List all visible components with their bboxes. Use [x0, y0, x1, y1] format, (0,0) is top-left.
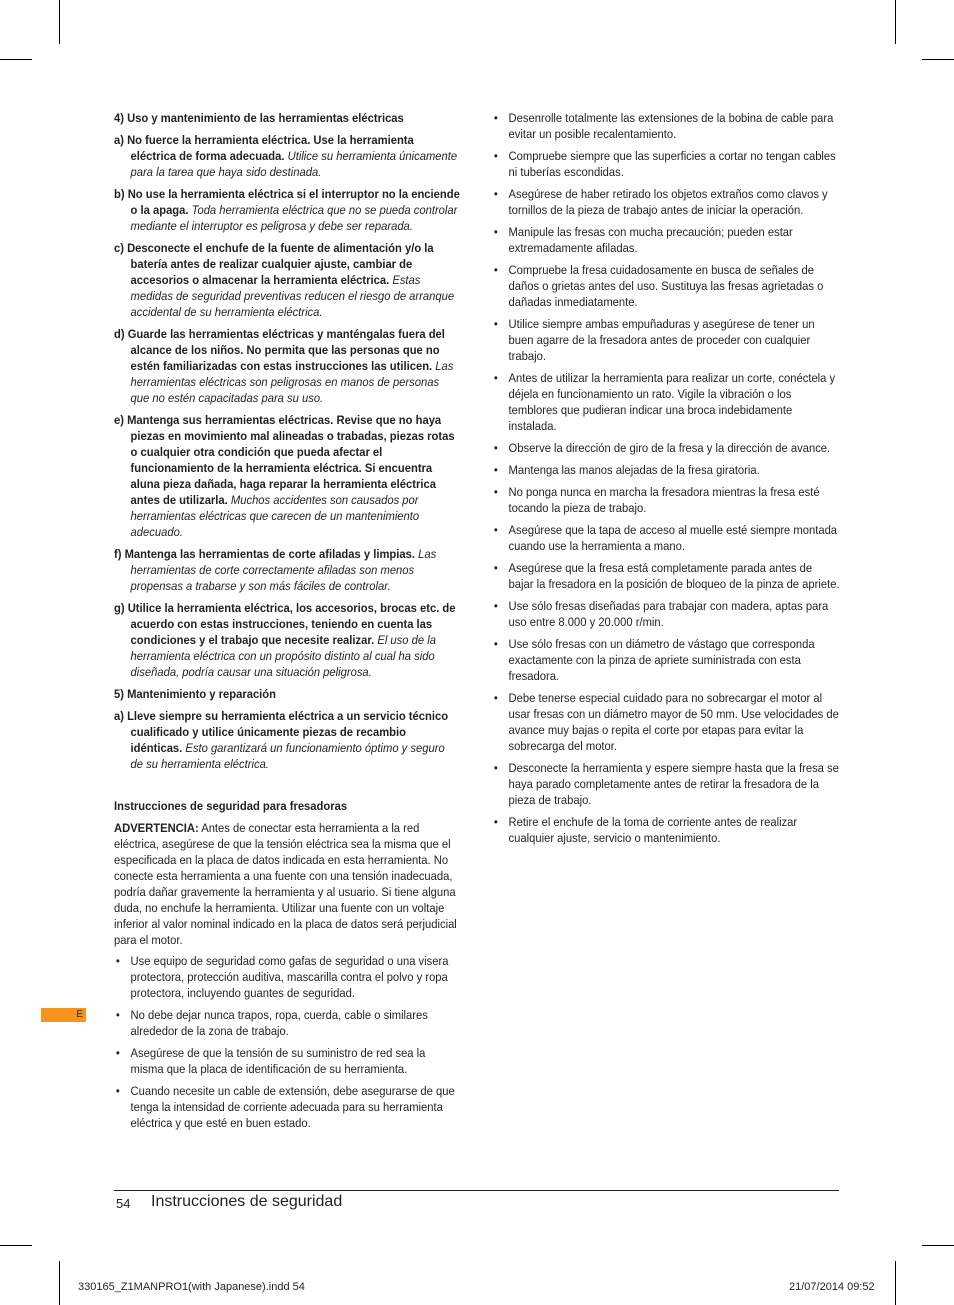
section-5-item-a — [114, 708, 460, 772]
bullet-icon: • — [115, 954, 120, 968]
item-a-bold: a) No fuerce la herramienta eléctrica. Use la herramienta eléctrica de forma adecuada. — [114, 133, 414, 163]
print-slug-file: 330165_Z1MANPRO1(with Japanese).indd 54 — [78, 1281, 305, 1293]
crop-mark-bottom-left-h — [0, 1245, 32, 1246]
warning-paragraph — [114, 820, 460, 948]
list-item-text: Asegúrese de haber retirado los objetos extraños como clavos y tornillos de la pieza de trabajo antes de iniciar la operación. — [508, 187, 828, 217]
list-item — [492, 224, 840, 256]
bullet-icon: • — [493, 463, 498, 477]
list-item — [492, 760, 840, 808]
section-4-item-g — [114, 600, 460, 680]
list-item — [492, 814, 840, 846]
list-item-text: No debe dejar nunca trapos, ropa, cuerda, cable o similares alrededor de la zona de trabajo. — [130, 1008, 428, 1038]
bullet-icon: • — [493, 317, 498, 331]
list-item-text: Utilice siempre ambas empuñaduras y asegúrese de tener un buen agarre de la fresadora antes de proceder con cualquier trabajo. — [508, 317, 815, 363]
list-item-text: Manipule las fresas con mucha precaución; pueden estar extremadamente afiladas. — [508, 225, 793, 255]
crop-mark-bottom-right-h — [922, 1245, 954, 1246]
bullet-icon: • — [493, 149, 498, 163]
footer-divider — [114, 1190, 839, 1191]
list-item-text: Desenrolle totalmente las extensiones de la bobina de cable para evitar un posible recalentamiento. — [508, 111, 834, 141]
right-bullet-list — [492, 110, 840, 846]
bullet-icon: • — [493, 761, 498, 775]
list-item-text: Debe tenerse especial cuidado para no sobrecargar el motor al usar fresas con un diámetro mayor de 50 mm. Use velocidades de avance muy bajas o repita el corte por etapas para evitar la sobrecarga del motor. — [508, 691, 839, 753]
section-4-item-d — [114, 326, 460, 406]
list-item-text: No ponga nunca en marcha la fresadora mientras la fresa esté tocando la pieza de trabajo. — [508, 485, 820, 515]
item-e-bold: e) Mantenga sus herramientas eléctricas. Revise que no haya piezas en movimiento mal alineadas o trabadas, piezas rotas o cualquier otra condición que pueda afectar el funcionamiento de la herramienta eléctrica. Si encuentra aluna pieza dañada, haga reparar la herramienta eléctrica antes de utilizarla. — [114, 413, 455, 507]
list-item — [492, 110, 840, 142]
crop-mark-top-right — [895, 0, 896, 44]
section-5-heading: 5) Mantenimiento y reparación — [114, 687, 277, 701]
crop-mark-top-left-h — [0, 59, 32, 60]
item-g-italic: El uso de la herramienta eléctrica con un propósito distinto al cual ha sido diseñada, podría causar una situación peligrosa. — [130, 633, 436, 679]
list-item — [492, 262, 840, 310]
list-item — [492, 316, 840, 364]
list-item-text: Asegúrese que la tapa de acceso al muelle esté siempre montada cuando use la herramienta a mano. — [508, 523, 838, 553]
list-item-text: Use sólo fresas con un diámetro de vástago que corresponda exactamente con la pinza de apriete suministrada con esta fresadora. — [508, 637, 815, 683]
bullet-icon: • — [115, 1084, 120, 1098]
section-4-item-b — [114, 186, 460, 234]
section-4-heading: 4) Uso y mantenimiento de las herramientas eléctricas — [114, 111, 404, 125]
section-4-item-f — [114, 546, 460, 594]
bullet-icon: • — [493, 371, 498, 385]
list-item-text: Use equipo de seguridad como gafas de seguridad o una visera protectora, protección auditiva, mascarilla contra el polvo y ropa protectora, incluyendo guantes de seguridad. — [130, 954, 449, 1000]
list-item-text: Observe la dirección de giro de la fresa y la dirección de avance. — [508, 441, 831, 455]
list-item-text: Desconecte la herramienta y espere siempre hasta que la fresa se haya parado completamente antes de retirar la fresadora de la pieza de trabajo. — [508, 761, 839, 807]
language-tab: E — [41, 1008, 86, 1022]
item-a-italic: Utilice su herramienta únicamente para la tarea que haya sido destinada. — [130, 149, 458, 179]
list-item-text: Use sólo fresas diseñadas para trabajar con madera, aptas para uso entre 8.000 y 20.000 r/min. — [508, 599, 829, 629]
bullet-icon: • — [493, 225, 498, 239]
item-c-italic: Estas medidas de seguridad preventivas reducen el riesgo de arranque accidental de su herramienta eléctrica. — [130, 273, 455, 319]
list-item-text: Retire el enchufe de la toma de corriente antes de realizar cualquier ajuste, servicio o mantenimiento. — [508, 815, 798, 845]
router-safety-heading: Instrucciones de seguridad para fresadoras — [114, 799, 348, 813]
list-item-text: Compruebe la fresa cuidadosamente en busca de señales de daños o grietas antes del uso. Sustituya las fresas agrietadas o dañadas inmediatamente. — [508, 263, 824, 309]
list-item — [114, 953, 460, 1001]
list-item — [114, 1007, 460, 1039]
section-4-item-a — [114, 132, 460, 180]
bullet-icon: • — [493, 523, 498, 537]
item-b-italic: Toda herramienta eléctrica que no se pueda controlar mediante el interruptor es peligrosa y debe ser reparada. — [130, 203, 458, 233]
right-column — [492, 110, 840, 852]
bullet-icon: • — [493, 599, 498, 613]
bullet-icon: • — [493, 815, 498, 829]
bullet-icon: • — [493, 637, 498, 651]
list-item-text: Mantenga las manos alejadas de la fresa giratoria. — [508, 463, 760, 477]
bullet-icon: • — [493, 485, 498, 499]
section-4-item-c — [114, 240, 460, 320]
list-item — [492, 148, 840, 180]
item-d-italic: Las herramientas eléctricas son peligrosas en manos de personas que no estén capacitadas para su uso. — [130, 359, 454, 405]
list-item-text: Asegúrese de que la tensión de su suministro de red sea la misma que la placa de identificación de su herramienta. — [130, 1046, 426, 1076]
list-item — [114, 1083, 460, 1131]
footer-title: Instrucciones de seguridad — [151, 1193, 343, 1210]
section-4-item-e — [114, 412, 460, 540]
list-item — [492, 440, 840, 456]
item-5a-italic: Esto garantizará un funcionamiento óptimo y seguro de su herramienta eléctrica. — [130, 741, 445, 771]
item-f-bold: f) Mantenga las herramientas de corte afiladas y limpias. — [114, 547, 415, 561]
list-item-text: Asegúrese que la fresa está completamente parada antes de bajar la fresadora en la posición de bloqueo de la pinza de apriete. — [508, 561, 840, 591]
bullet-icon: • — [493, 187, 498, 201]
list-item-text: Compruebe siempre que las superficies a cortar no tengan cables ni tuberías escondidas. — [508, 149, 836, 179]
item-c-bold: c) Desconecte el enchufe de la fuente de alimentación y/o la batería antes de realizar cualquier ajuste, cambiar de accesorios o almacenar la herramienta eléctrica. — [114, 241, 434, 287]
list-item — [492, 636, 840, 684]
bullet-icon: • — [493, 111, 498, 125]
bullet-icon: • — [493, 691, 498, 705]
left-bullet-list — [114, 953, 460, 1131]
list-item — [492, 370, 840, 434]
item-5a-bold: a) Lleve siempre su herramienta eléctrica a un servicio técnico cualificado y utilice únicamente piezas de recambio idénticas. — [114, 709, 449, 755]
list-item — [492, 690, 840, 754]
list-item — [492, 598, 840, 630]
bullet-icon: • — [493, 441, 498, 455]
crop-mark-top-left — [59, 0, 60, 44]
bullet-icon: • — [493, 263, 498, 277]
item-g-bold: g) Utilice la herramienta eléctrica, los accesorios, brocas etc. de acuerdo con estas instrucciones, teniendo en cuenta las condiciones y el trabajo que necesite realizar. — [114, 601, 456, 647]
crop-mark-bottom-left — [59, 1261, 60, 1305]
list-item — [492, 522, 840, 554]
crop-mark-bottom-right — [895, 1261, 896, 1305]
warning-label: ADVERTENCIA: — [114, 821, 199, 835]
item-b-bold: b) No use la herramienta eléctrica si el interruptor no la enciende o la apaga. — [114, 187, 460, 217]
item-f-italic: Las herramientas de corte correctamente afiladas son menos propensas a trabarse y son más fáciles de controlar. — [130, 547, 437, 593]
left-column — [114, 110, 460, 1137]
bullet-icon: • — [493, 561, 498, 575]
list-item — [492, 560, 840, 592]
bullet-icon: • — [115, 1008, 120, 1022]
print-slug-date: 21/07/2014 09:52 — [789, 1281, 875, 1293]
list-item — [492, 484, 840, 516]
list-item — [492, 462, 840, 478]
list-item — [114, 1045, 460, 1077]
item-e-italic: Muchos accidentes son causados por herramientas eléctricas que carecen de un mantenimiento adecuado. — [130, 493, 420, 539]
crop-mark-top-right-h — [922, 59, 954, 60]
item-d-bold: d) Guarde las herramientas eléctricas y manténgalas fuera del alcance de los niños. No permita que las personas que no estén familiarizadas con estas instrucciones las utilicen. — [114, 327, 445, 373]
warning-text: Antes de conectar esta herramienta a la red eléctrica, asegúrese de que la tensión eléctrica sea la misma que el especificada en la placa de datos indicada en esta herramienta. No conecte esta herramienta a una fuente con una tensión inadecuada, podría dañar gravemente la herramienta y al usuario. Si tiene alguna duda, no enchufe la herramienta. Utilizar una fuente con un voltaje inferior al valor nominal indicado en la placa de datos será perjudicial para el motor. — [114, 821, 457, 947]
page-number: 54 — [116, 1196, 131, 1211]
list-item-text: Cuando necesite un cable de extensión, debe asegurarse de que tenga la intensidad de corriente adecuada para su herramienta eléctrica y que esté en buen estado. — [130, 1084, 455, 1130]
list-item-text: Antes de utilizar la herramienta para realizar un corte, conéctela y déjela en funcionamiento un rato. Vigile la vibración o los temblores que pudieran indicar una broca indebidamente instalada. — [508, 371, 836, 433]
bullet-icon: • — [115, 1046, 120, 1060]
list-item — [492, 186, 840, 218]
